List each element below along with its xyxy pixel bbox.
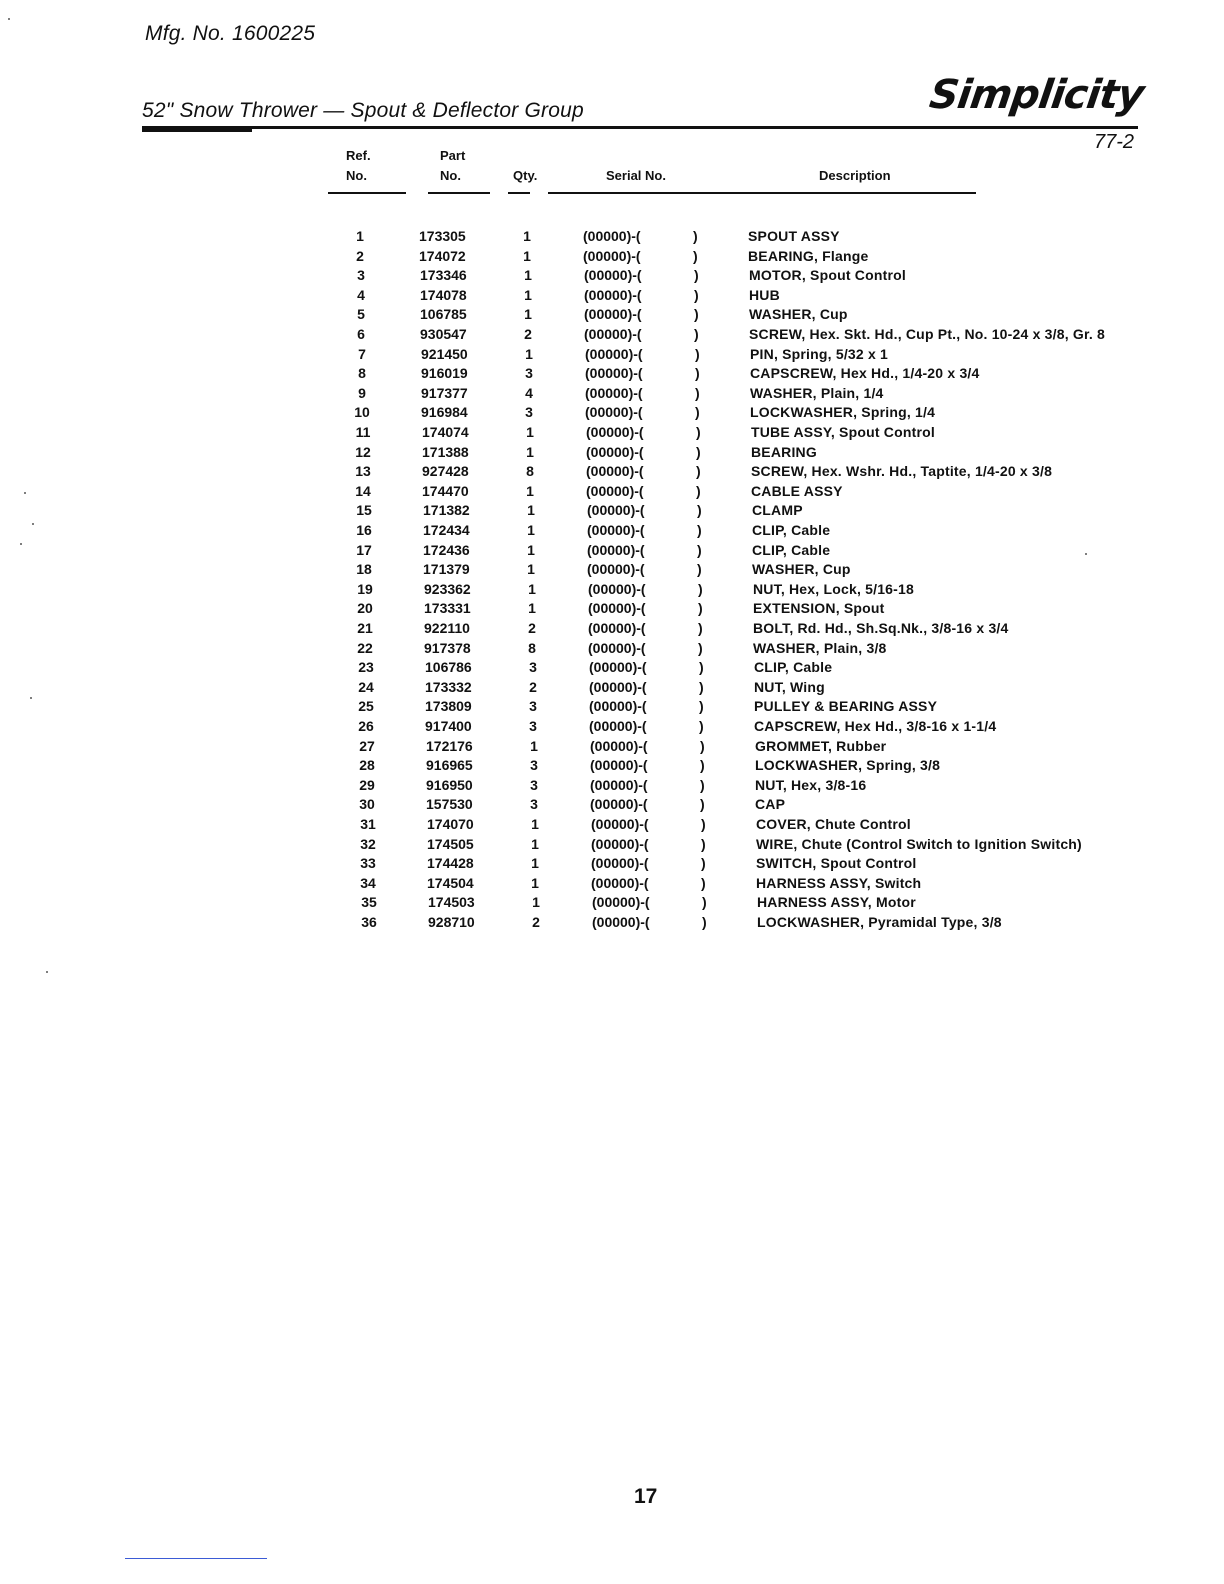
serial-close: ) (694, 326, 699, 342)
ref-number: 21 (357, 620, 373, 636)
quantity: 1 (524, 306, 532, 322)
quantity: 1 (528, 581, 536, 597)
part-number: 172176 (426, 738, 473, 754)
description: BEARING, Flange (748, 248, 869, 264)
col-ref-top: Ref. (346, 148, 371, 163)
part-number: 171388 (422, 444, 469, 460)
quantity: 1 (528, 600, 536, 616)
serial-close: ) (697, 522, 702, 538)
part-number: 917377 (421, 385, 468, 401)
serial-range: (00000)-( (589, 659, 647, 675)
description: CLAMP (752, 502, 803, 518)
part-number: 174074 (422, 424, 469, 440)
serial-range: (00000)-( (592, 894, 650, 910)
serial-range: (00000)-( (585, 365, 643, 381)
serial-close: ) (696, 463, 701, 479)
serial-range: (00000)-( (592, 914, 650, 930)
description: CABLE ASSY (751, 483, 843, 499)
serial-range: (00000)-( (590, 738, 648, 754)
part-number: 917400 (425, 718, 472, 734)
quantity: 3 (530, 796, 538, 812)
description: LOCKWASHER, Spring, 3/8 (755, 757, 941, 773)
description: WASHER, Cup (749, 306, 848, 322)
quantity: 3 (530, 757, 538, 773)
description: HARNESS ASSY, Switch (756, 875, 922, 891)
part-number: 174505 (427, 836, 474, 852)
serial-range: (00000)-( (591, 836, 649, 852)
quantity: 1 (524, 287, 532, 303)
part-number: 174503 (428, 894, 475, 910)
serial-range: (00000)-( (590, 796, 648, 812)
quantity: 1 (530, 738, 538, 754)
serial-close: ) (698, 581, 703, 597)
part-number: 917378 (424, 640, 471, 656)
serial-close: ) (700, 757, 705, 773)
description: SCREW, Hex. Skt. Hd., Cup Pt., No. 10-24 x 3/8, Gr. 8 (749, 326, 1106, 342)
serial-close: ) (698, 620, 703, 636)
quantity: 1 (526, 444, 534, 460)
description: CLIP, Cable (752, 522, 831, 538)
quantity: 8 (528, 640, 536, 656)
serial-range: (00000)-( (583, 228, 641, 244)
ref-number: 12 (355, 444, 371, 460)
scan-speck (32, 523, 34, 525)
ref-number: 7 (358, 346, 366, 362)
quantity: 3 (529, 659, 537, 675)
serial-close: ) (701, 855, 706, 871)
serial-range: (00000)-( (588, 640, 646, 656)
serial-close: ) (697, 542, 702, 558)
part-number: 923362 (424, 581, 471, 597)
serial-range: (00000)-( (589, 718, 647, 734)
ref-number: 1 (356, 228, 364, 244)
quantity: 1 (531, 875, 539, 891)
serial-range: (00000)-( (584, 287, 642, 303)
quantity: 1 (523, 248, 531, 264)
quantity: 1 (526, 424, 534, 440)
part-number: 157530 (426, 796, 473, 812)
part-number: 173331 (424, 600, 471, 616)
ref-number: 5 (357, 306, 365, 322)
description: PIN, Spring, 5/32 x 1 (750, 346, 889, 362)
ref-number: 16 (356, 522, 372, 538)
serial-range: (00000)-( (591, 875, 649, 891)
part-number: 174504 (427, 875, 474, 891)
ref-number: 31 (360, 816, 376, 832)
description: WIRE, Chute (Control Switch to Ignition Switch) (756, 836, 1082, 852)
serial-range: (00000)-( (591, 855, 649, 871)
ref-number: 20 (357, 600, 373, 616)
ref-number: 23 (358, 659, 374, 675)
serial-close: ) (695, 404, 700, 420)
ref-number: 33 (360, 855, 376, 871)
serial-range: (00000)-( (588, 600, 646, 616)
ref-number: 32 (360, 836, 376, 852)
ref-number: 26 (358, 718, 374, 734)
part-number: 174428 (427, 855, 474, 871)
part-number: 106785 (420, 306, 467, 322)
part-number: 916965 (426, 757, 473, 773)
quantity: 1 (531, 855, 539, 871)
description: NUT, Hex, 3/8-16 (755, 777, 867, 793)
serial-close: ) (698, 600, 703, 616)
part-number: 930547 (420, 326, 467, 342)
serial-range: (00000)-( (590, 777, 648, 793)
serial-range: (00000)-( (585, 404, 643, 420)
description: CAPSCREW, Hex Hd., 1/4-20 x 3/4 (750, 365, 980, 381)
part-number: 922110 (424, 620, 470, 636)
part-number: 916019 (421, 365, 468, 381)
serial-close: ) (698, 640, 703, 656)
quantity: 2 (532, 914, 540, 930)
serial-range: (00000)-( (587, 522, 645, 538)
serial-close: ) (701, 836, 706, 852)
ref-number: 34 (360, 875, 376, 891)
quantity: 2 (529, 679, 537, 695)
ref-number: 29 (359, 777, 375, 793)
description: CAP (755, 796, 786, 812)
col-qty: Qty. (513, 168, 538, 183)
scan-speck (24, 492, 26, 494)
scan-speck (46, 971, 48, 973)
quantity: 1 (527, 542, 535, 558)
serial-range: (00000)-( (589, 679, 647, 695)
serial-close: ) (694, 287, 699, 303)
serial-range: (00000)-( (588, 620, 646, 636)
ref-number: 18 (356, 561, 372, 577)
bottom-rule (125, 1558, 267, 1559)
ref-number: 19 (357, 581, 373, 597)
description: LOCKWASHER, Spring, 1/4 (750, 404, 936, 420)
ref-number: 25 (358, 698, 374, 714)
description: SPOUT ASSY (748, 228, 840, 244)
scan-speck (8, 18, 10, 20)
ref-number: 24 (358, 679, 374, 695)
part-number: 172436 (423, 542, 470, 558)
part-number: 174078 (420, 287, 467, 303)
serial-close: ) (702, 914, 707, 930)
description: PULLEY & BEARING ASSY (754, 698, 938, 714)
serial-range: (00000)-( (589, 698, 647, 714)
quantity: 1 (523, 228, 531, 244)
serial-range: (00000)-( (590, 757, 648, 773)
serial-range: (00000)-( (588, 581, 646, 597)
part-number: 172434 (423, 522, 470, 538)
part-number: 173305 (419, 228, 466, 244)
quantity: 1 (525, 346, 533, 362)
scan-speck (1085, 553, 1087, 555)
description: BOLT, Rd. Hd., Sh.Sq.Nk., 3/8-16 x 3/4 (753, 620, 1009, 636)
ref-number: 27 (359, 738, 375, 754)
serial-close: ) (695, 365, 700, 381)
page-subtitle: 52" Snow Thrower — Spout & Deflector Group (142, 99, 584, 122)
serial-range: (00000)-( (587, 561, 645, 577)
part-number: 174470 (422, 483, 469, 499)
ref-number: 3 (357, 267, 365, 283)
serial-close: ) (700, 796, 705, 812)
serial-close: ) (694, 306, 699, 322)
description: LOCKWASHER, Pyramidal Type, 3/8 (757, 914, 1002, 930)
serial-close: ) (699, 718, 704, 734)
serial-range: (00000)-( (586, 483, 644, 499)
page-number: 17 (634, 1485, 658, 1508)
description: WASHER, Plain, 3/8 (753, 640, 887, 656)
quantity: 3 (529, 698, 537, 714)
part-number: 106786 (425, 659, 472, 675)
serial-range: (00000)-( (584, 326, 642, 342)
quantity: 3 (525, 365, 533, 381)
ref-number: 2 (356, 248, 364, 264)
quantity: 2 (524, 326, 532, 342)
serial-close: ) (695, 385, 700, 401)
serial-range: (00000)-( (587, 542, 645, 558)
part-number: 916950 (426, 777, 473, 793)
scan-speck (30, 697, 32, 699)
description: CAPSCREW, Hex Hd., 3/8-16 x 1-1/4 (754, 718, 997, 734)
ref-number: 11 (355, 424, 371, 440)
serial-close: ) (700, 738, 705, 754)
part-number: 171382 (423, 502, 470, 518)
description: MOTOR, Spout Control (749, 267, 906, 283)
description: WASHER, Plain, 1/4 (750, 385, 884, 401)
serial-range: (00000)-( (585, 346, 643, 362)
serial-close: ) (694, 267, 699, 283)
quantity: 3 (529, 718, 537, 734)
description: SWITCH, Spout Control (756, 855, 917, 871)
col-part-bottom: No. (440, 168, 461, 183)
serial-close: ) (693, 228, 698, 244)
quantity: 3 (530, 777, 538, 793)
description: NUT, Hex, Lock, 5/16-18 (753, 581, 914, 597)
ref-number: 14 (355, 483, 371, 499)
part-number: 921450 (421, 346, 468, 362)
ref-number: 30 (359, 796, 375, 812)
col-serial: Serial No. (606, 168, 666, 183)
ref-number: 15 (356, 502, 372, 518)
part-number: 171379 (423, 561, 470, 577)
ref-number: 8 (358, 365, 366, 381)
serial-close: ) (696, 483, 701, 499)
description: TUBE ASSY, Spout Control (751, 424, 935, 440)
serial-close: ) (695, 346, 700, 362)
serial-close: ) (700, 777, 705, 793)
description: NUT, Wing (754, 679, 825, 695)
ref-number: 17 (356, 542, 372, 558)
col-ref-bottom: No. (346, 168, 367, 183)
ref-number: 22 (357, 640, 373, 656)
description: GROMMET, Rubber (755, 738, 887, 754)
serial-range: (00000)-( (591, 816, 649, 832)
ref-number: 10 (354, 404, 370, 420)
ref-number: 6 (357, 326, 365, 342)
description: HUB (749, 287, 780, 303)
quantity: 1 (532, 894, 540, 910)
quantity: 3 (525, 404, 533, 420)
serial-close: ) (701, 816, 706, 832)
serial-close: ) (696, 424, 701, 440)
ref-number: 28 (359, 757, 375, 773)
part-number: 174070 (427, 816, 474, 832)
quantity: 2 (528, 620, 536, 636)
serial-close: ) (693, 248, 698, 264)
serial-close: ) (697, 561, 702, 577)
serial-range: (00000)-( (585, 385, 643, 401)
serial-range: (00000)-( (584, 306, 642, 322)
part-number: 173809 (425, 698, 472, 714)
page-code: 77-2 (1094, 131, 1135, 153)
description: SCREW, Hex. Wshr. Hd., Taptite, 1/4-20 x 3/8 (751, 463, 1053, 479)
part-number: 927428 (422, 463, 469, 479)
part-number: 173332 (425, 679, 472, 695)
description: CLIP, Cable (754, 659, 833, 675)
quantity: 4 (525, 385, 533, 401)
description: BEARING (751, 444, 817, 460)
quantity: 1 (527, 502, 535, 518)
description: CLIP, Cable (752, 542, 831, 558)
description: COVER, Chute Control (756, 816, 911, 832)
serial-range: (00000)-( (586, 424, 644, 440)
ref-number: 36 (361, 914, 377, 930)
serial-range: (00000)-( (586, 463, 644, 479)
serial-close: ) (702, 894, 707, 910)
serial-close: ) (697, 502, 702, 518)
quantity: 1 (526, 483, 534, 499)
ref-number: 13 (355, 463, 371, 479)
simplicity-logo: Simplicity (926, 72, 1147, 118)
scan-speck (20, 543, 22, 545)
quantity: 1 (524, 267, 532, 283)
ref-number: 4 (357, 287, 365, 303)
part-number: 916984 (421, 404, 468, 420)
part-number: 928710 (428, 914, 475, 930)
description: HARNESS ASSY, Motor (757, 894, 916, 910)
serial-range: (00000)-( (586, 444, 644, 460)
part-number: 174072 (419, 248, 466, 264)
col-part-top: Part (440, 148, 466, 163)
quantity: 1 (531, 816, 539, 832)
serial-range: (00000)-( (584, 267, 642, 283)
quantity: 1 (531, 836, 539, 852)
serial-close: ) (696, 444, 701, 460)
ref-number: 35 (361, 894, 377, 910)
quantity: 8 (526, 463, 534, 479)
quantity: 1 (527, 522, 535, 538)
description: EXTENSION, Spout (753, 600, 885, 616)
quantity: 1 (527, 561, 535, 577)
serial-close: ) (701, 875, 706, 891)
serial-range: (00000)-( (583, 248, 641, 264)
serial-range: (00000)-( (587, 502, 645, 518)
mfg-number: Mfg. No. 1600225 (145, 22, 316, 45)
col-description: Description (819, 168, 891, 183)
description: WASHER, Cup (752, 561, 851, 577)
ref-number: 9 (358, 385, 366, 401)
serial-close: ) (699, 698, 704, 714)
part-number: 173346 (420, 267, 467, 283)
serial-close: ) (699, 659, 704, 675)
serial-close: ) (699, 679, 704, 695)
